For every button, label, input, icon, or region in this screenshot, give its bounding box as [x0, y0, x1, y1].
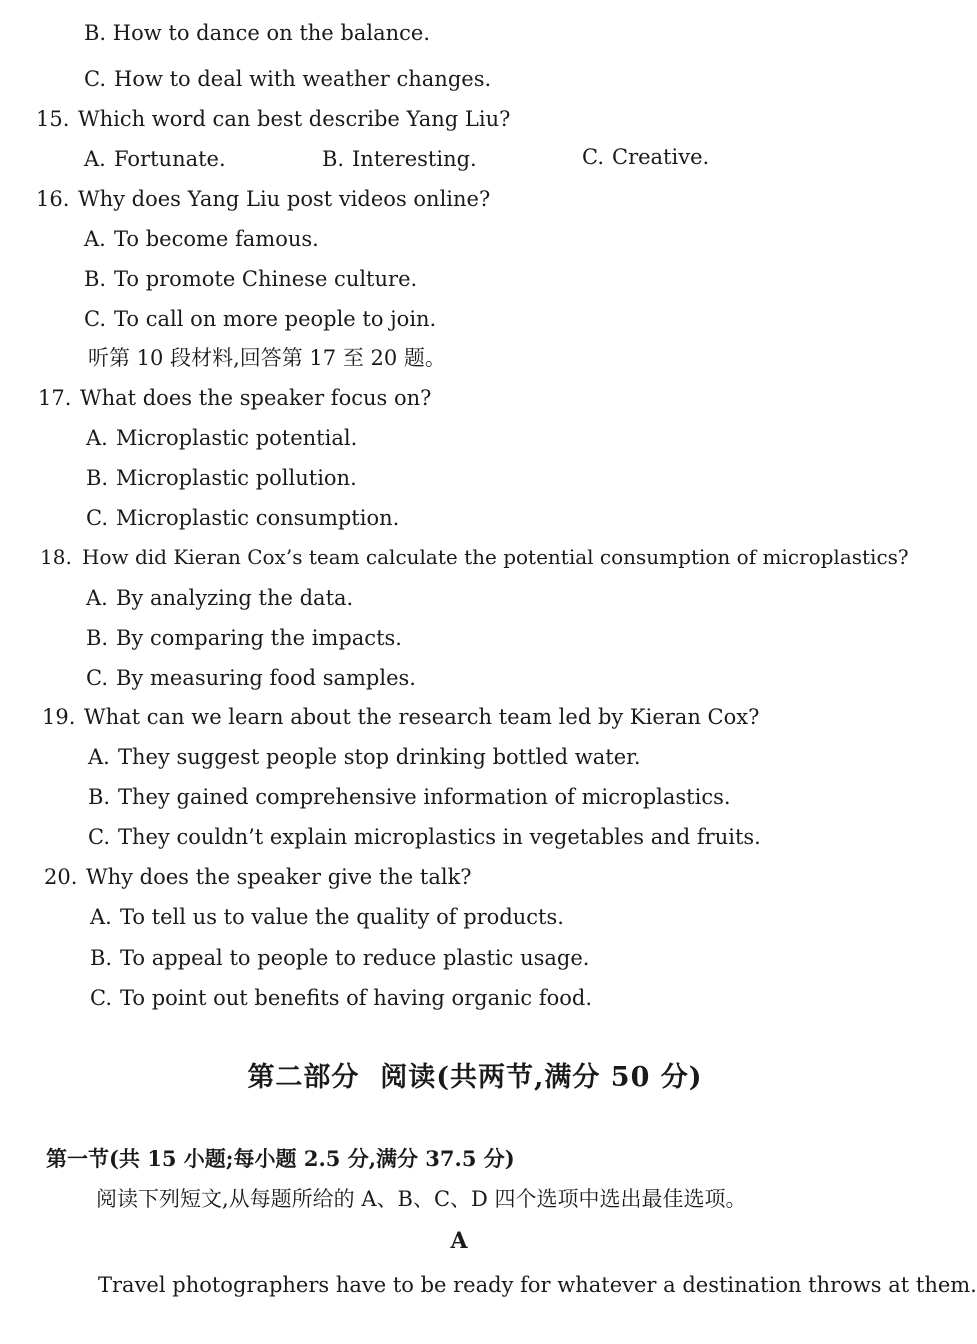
question-16: 16. Why does Yang Liu post videos online? [36, 187, 491, 211]
question-20: 20. Why does the speaker give the talk? [44, 865, 472, 889]
option-18b: B. By comparing the impacts. [86, 626, 402, 650]
option-19b: B. They gained comprehensive information of microplastics. [88, 785, 731, 809]
option-17c: C. Microplastic consumption. [86, 506, 400, 530]
option-18a: A. By analyzing the data. [86, 586, 354, 610]
section-one-instruction: 阅读下列短文,从每题所给的 A、B、C、D 四个选项中选出最佳选项。 [96, 1187, 747, 1211]
instruction-material-10: 听第 10 段材料,回答第 17 至 20 题。 [88, 346, 446, 370]
option-18c: C. By measuring food samples. [86, 666, 416, 690]
option-15c: C. Creative. [582, 145, 710, 169]
option-14c: C. How to deal with weather changes. [84, 67, 492, 91]
option-19a: A. They suggest people stop drinking bottled water. [88, 745, 641, 769]
option-16a: A. To become famous. [84, 227, 319, 251]
question-18: 18. How did Kieran Cox’s team calculate the potential consumption of microplastics? [40, 545, 909, 569]
option-15a: A. Fortunate. [84, 147, 226, 171]
option-15b: B. Interesting. [322, 147, 477, 171]
option-17b: B. Microplastic pollution. [86, 466, 357, 490]
option-20c: C. To point out benefits of having organic food. [90, 986, 592, 1010]
section-one-heading: 第一节(共 15 小题;每小题 2.5 分,满分 37.5 分) [46, 1146, 515, 1171]
question-17: 17. What does the speaker focus on? [38, 386, 432, 410]
question-19: 19. What can we learn about the research team led by Kieran Cox? [42, 705, 760, 729]
option-16b: B. To promote Chinese culture. [84, 267, 418, 291]
part-two-heading: 第二部分 阅读(共两节,满分 50 分) [247, 1062, 703, 1093]
cut-off-option-b: B. How to dance on the balance. [84, 21, 430, 45]
question-15: 15. Which word can best describe Yang Liu? [36, 107, 511, 131]
option-16c: C. To call on more people to join. [84, 307, 437, 331]
option-17a: A. Microplastic potential. [86, 426, 358, 450]
passage-first-line: Travel photographers have to be ready for whatever a destination throws at them. [98, 1273, 977, 1297]
option-20b: B. To appeal to people to reduce plastic usage. [90, 946, 590, 970]
passage-label: A [450, 1228, 468, 1254]
option-19c: C. They couldn’t explain microplastics in vegetables and fruits. [88, 825, 761, 849]
option-20a: A. To tell us to value the quality of products. [90, 905, 564, 929]
